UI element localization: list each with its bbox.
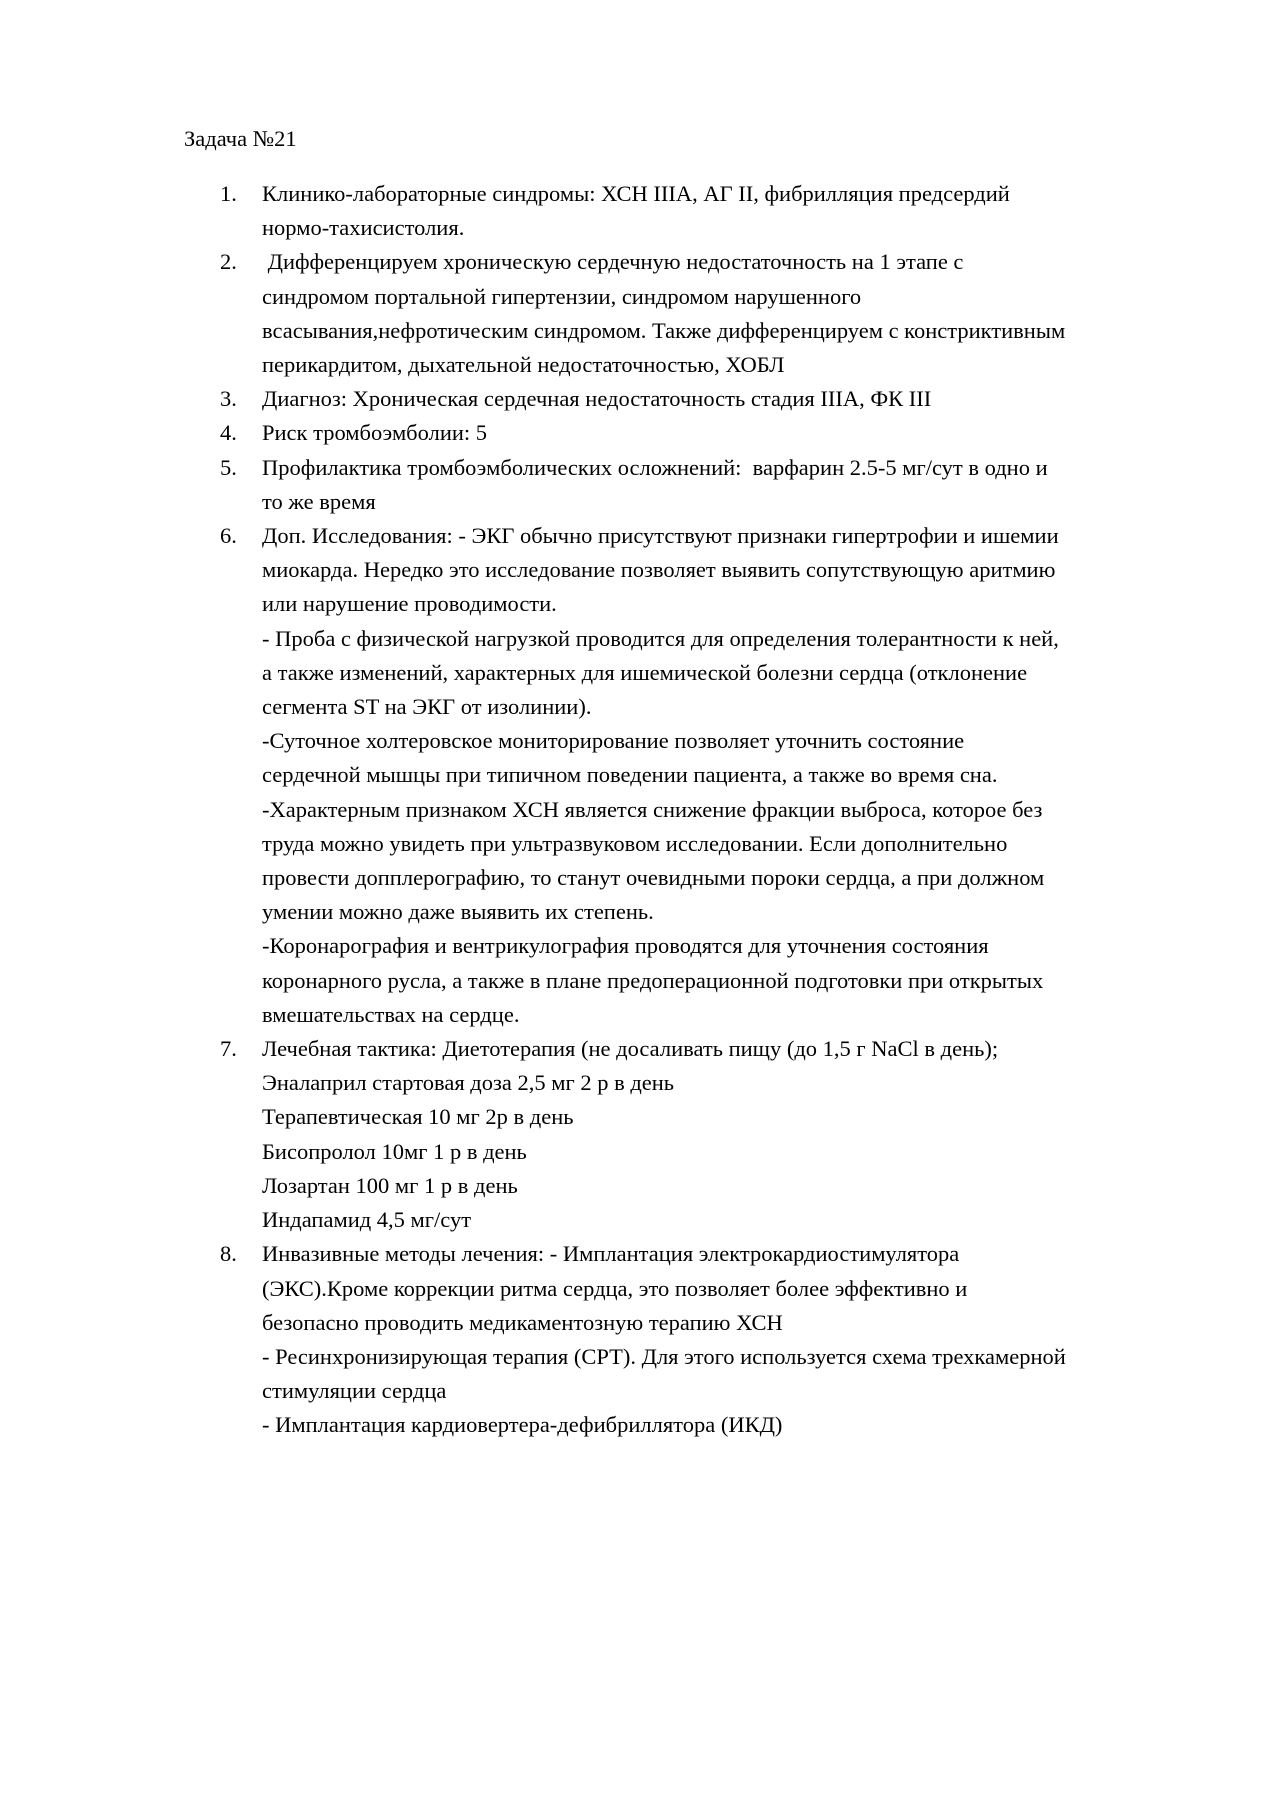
list-item	[220, 416, 1220, 450]
text-line: а также изменений, характерных для ишемической болезни сердца (отклонение	[262, 659, 1028, 685]
text-line: Клинико-лабораторные синдромы: ХСН IIIА, АГ II, фибрилляция предсердий	[262, 181, 1010, 206]
text-line: синдромом портальной гипертензии, синдромом нарушенного	[262, 283, 862, 309]
text-line: провести допплерографию, то станут очевидными пороки сердца, а при должном	[262, 865, 1045, 891]
answer-list	[220, 177, 1220, 1443]
list-item-number: 4.	[220, 420, 237, 446]
text-line: стимуляции сердца	[262, 1378, 447, 1404]
text-line: Дифференцируем хроническую сердечную недостаточность на 1 этапе с	[262, 249, 964, 275]
text-line: Инвазивные методы лечения: - Имплантация электрокардиостимулятора	[262, 1241, 960, 1267]
list-item-number: 1.	[220, 181, 237, 206]
document-title: Задача №21	[184, 126, 297, 151]
text-line: Профилактика тромбоэмболических осложнений: варфарин 2.5-5 мг/сут в одно и	[262, 454, 1048, 480]
list-item	[220, 1237, 1220, 1442]
text-line: труда можно увидеть при ультразвуковом исследовании. Если дополнительно	[262, 830, 1008, 856]
text-line: - Проба с физической нагрузкой проводится для определения толерантности к ней,	[262, 625, 1059, 651]
list-item-number: 8.	[220, 1241, 237, 1267]
text-line: -Суточное холтеровское мониторирование позволяет уточнить состояние	[262, 728, 965, 754]
list-item	[220, 1032, 1220, 1237]
list-item-number: 7.	[220, 1036, 237, 1062]
list-item	[220, 382, 1220, 416]
list-item-number: 2.	[220, 249, 237, 275]
text-line: умении можно даже выявить их степень.	[262, 899, 654, 925]
list-item-number: 5.	[220, 454, 237, 480]
text-line: Эналаприл стартовая доза 2,5 мг 2 р в день	[262, 1070, 675, 1096]
list-item-text	[262, 382, 1220, 416]
text-line: Лозартан 100 мг 1 р в день	[262, 1172, 518, 1198]
text-line: перикардитом, дыхательной недостаточностью, ХОБЛ	[262, 352, 785, 378]
list-item-number: 6.	[220, 523, 237, 549]
text-line: Индапамид 4,5 мг/сут	[262, 1207, 472, 1233]
text-line: сердечной мышцы при типичном поведении пациента, а также во время сна.	[262, 762, 998, 788]
text-line: миокарда. Нередко это исследование позволяет выявить сопутствующую аритмию	[262, 557, 1056, 583]
list-item	[220, 451, 1220, 519]
list-item-text	[262, 519, 1220, 1032]
list-item-number: 3.	[220, 386, 237, 412]
text-line: безопасно проводить медикаментозную терапию ХСН	[262, 1309, 783, 1335]
list-item	[220, 519, 1220, 1032]
list-item	[220, 245, 1220, 382]
text-line: Риск тромбоэмболии: 5	[262, 420, 488, 446]
text-line: - Ресинхронизирующая терапия (СРТ). Для этого используется схема трехкамерной	[262, 1343, 1066, 1369]
text-line: Доп. Исследования: - ЭКГ обычно присутствуют признаки гипертрофии и ишемии	[262, 523, 1059, 549]
text-line: -Характерным признаком ХСН является снижение фракции выброса, которое без	[262, 796, 1043, 822]
text-line: всасывания,нефротическим синдромом. Также дифференцируем с констриктивным	[262, 317, 1066, 343]
text-line: коронарного русла, а также в плане предоперационной подготовки при открытых	[262, 967, 1044, 993]
text-line: Терапевтическая 10 мг 2р в день	[262, 1104, 574, 1130]
list-item-text	[262, 177, 1220, 245]
list-item-text	[262, 1237, 1220, 1442]
text-line: сегмента ST на ЭКГ от изолинии).	[262, 694, 592, 720]
text-line: Диагноз: Хроническая сердечная недостаточность стадия IIIА, ФК III	[262, 386, 932, 412]
text-line: -Коронарография и вентрикулография проводятся для уточнения состояния	[262, 933, 989, 959]
text-line: или нарушение проводимости.	[262, 591, 557, 617]
list-item-text	[262, 451, 1220, 519]
list-item-text	[262, 416, 1220, 450]
list-item-text	[262, 245, 1220, 382]
list-item-text	[262, 1032, 1220, 1237]
list-item	[220, 177, 1220, 245]
text-line: Бисопролол 10мг 1 р в день	[262, 1138, 527, 1164]
text-line: - Имплантация кардиовертера-дефибриллятора (ИКД)	[262, 1412, 783, 1438]
text-line: то же время	[262, 488, 376, 514]
text-line: нормо-тахисистолия.	[262, 215, 465, 241]
text-line: (ЭКС).Кроме коррекции ритма сердца, это позволяет более эффективно и	[262, 1275, 968, 1301]
text-line: вмешательствах на сердце.	[262, 1001, 520, 1027]
text-line: Лечебная тактика: Диетотерапия (не досаливать пищу (до 1,5 г NaCl в день);	[262, 1036, 999, 1062]
